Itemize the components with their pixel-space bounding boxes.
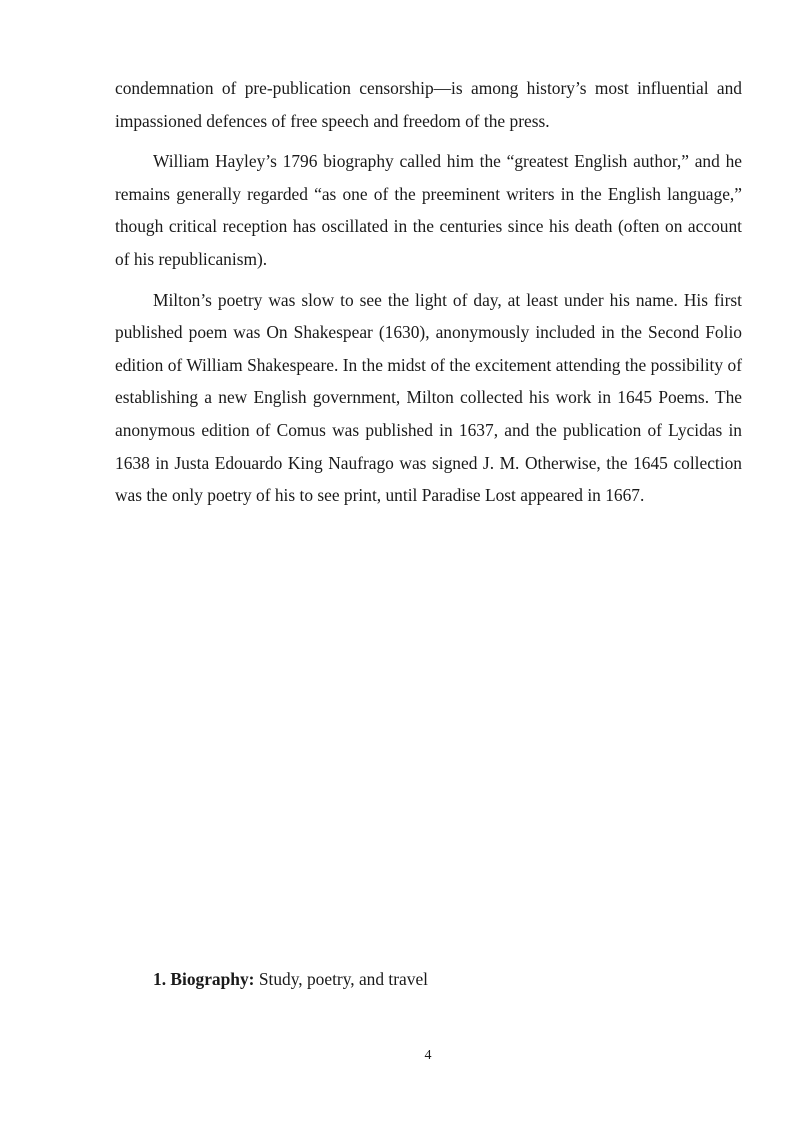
paragraph-milton-poetry: Milton’s poetry was slow to see the light of day, at least under his name. His first published poem was On Shakespear (1630), anonymously included in the Second Folio edition of William Shakespeare. In the midst of the excitement attending the possibility of establishing a new English government, Milton collected his work in 1645 Poems. The anonymous edition of Comus was published in 1637, and the publication of Lycidas in 1638 in Justa Edouardo King Naufrago was signed J. M. Otherwise, the 1645 collection was the only poetry of his to see print, until Paradise Lost appeared in 1667. <box>115 289 742 506</box>
page-number: 4 <box>424 1048 432 1063</box>
section-heading-label: 1. Biography: <box>153 969 255 989</box>
body-text <box>115 72 742 520</box>
section-heading-text: Study, poetry, and travel <box>254 969 429 989</box>
section-heading <box>153 965 428 993</box>
paragraph-hayley-biography: William Hayley’s 1796 biography called him the “greatest English author,” and he remains generally regarded “as one of the preeminent writers in the English language,” though critical reception has oscillated in the centuries since his death (often on account of his republicanism). <box>115 151 742 269</box>
paragraph-censorship-continued: condemnation of pre-publication censorship—is among history’s most influential and impassioned defences of free speech and freedom of the press. <box>115 78 742 131</box>
